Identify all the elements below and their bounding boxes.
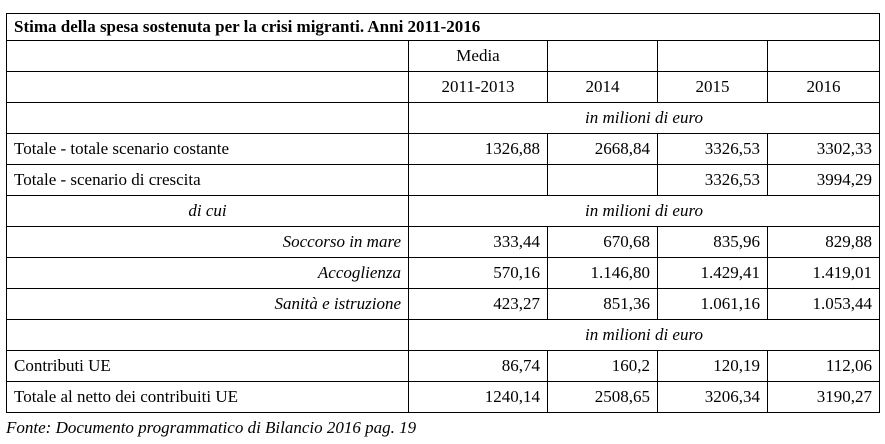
header-col-2016: 2016 <box>768 72 880 103</box>
table-title: Stima della spesa sostenuta per la crisi migranti. Anni 2011-2016 <box>7 14 880 41</box>
header-col-2015: 2015 <box>658 72 768 103</box>
value-cell: 112,06 <box>768 351 880 382</box>
value-cell: 670,68 <box>548 227 658 258</box>
row-label: Totale - totale scenario costante <box>7 134 409 165</box>
value-cell: 1240,14 <box>409 382 548 413</box>
header-empty-cell <box>658 41 768 72</box>
unit-label: in milioni di euro <box>409 103 880 134</box>
table-row <box>7 258 880 289</box>
value-cell: 1.419,01 <box>768 258 880 289</box>
title-row <box>7 14 880 41</box>
header-col-2011-2013: 2011-2013 <box>409 72 548 103</box>
table-row <box>7 382 880 413</box>
row-label: Totale - scenario di crescita <box>7 165 409 196</box>
value-cell: 1326,88 <box>409 134 548 165</box>
value-cell: 3994,29 <box>768 165 880 196</box>
value-cell: 570,16 <box>409 258 548 289</box>
value-cell: 3206,34 <box>658 382 768 413</box>
unit-row <box>7 320 880 351</box>
value-cell: 3302,33 <box>768 134 880 165</box>
table-row <box>7 165 880 196</box>
value-cell: 3326,53 <box>658 134 768 165</box>
header-row-1 <box>7 41 880 72</box>
value-cell: 3326,53 <box>658 165 768 196</box>
header-media: Media <box>409 41 548 72</box>
empty-cell <box>7 320 409 351</box>
value-cell: 160,2 <box>548 351 658 382</box>
value-cell: 1.146,80 <box>548 258 658 289</box>
unit-row <box>7 103 880 134</box>
header-empty-cell <box>548 41 658 72</box>
value-cell: 2668,84 <box>548 134 658 165</box>
value-cell: 829,88 <box>768 227 880 258</box>
dicui-label: di cui <box>7 196 409 227</box>
value-cell: 1.061,16 <box>658 289 768 320</box>
value-cell <box>548 165 658 196</box>
row-label: Soccorso in mare <box>7 227 409 258</box>
value-cell: 120,19 <box>658 351 768 382</box>
header-empty-cell <box>768 41 880 72</box>
header-col-2014: 2014 <box>548 72 658 103</box>
table-row <box>7 134 880 165</box>
value-cell <box>409 165 548 196</box>
value-cell: 851,36 <box>548 289 658 320</box>
header-empty-cell <box>7 72 409 103</box>
row-label: Contributi UE <box>7 351 409 382</box>
header-empty-cell <box>7 41 409 72</box>
table-row <box>7 289 880 320</box>
source-note: Fonte: Documento programmatico di Bilancio 2016 pag. 19 <box>6 418 417 437</box>
spending-table <box>6 13 880 413</box>
unit-label: in milioni di euro <box>409 196 880 227</box>
value-cell: 1.053,44 <box>768 289 880 320</box>
row-label: Accoglienza <box>7 258 409 289</box>
value-cell: 835,96 <box>658 227 768 258</box>
value-cell: 423,27 <box>409 289 548 320</box>
value-cell: 2508,65 <box>548 382 658 413</box>
unit-label: in milioni di euro <box>409 320 880 351</box>
header-row-2 <box>7 72 880 103</box>
value-cell: 3190,27 <box>768 382 880 413</box>
table-row <box>7 227 880 258</box>
value-cell: 333,44 <box>409 227 548 258</box>
value-cell: 1.429,41 <box>658 258 768 289</box>
row-label: Sanità e istruzione <box>7 289 409 320</box>
dicui-row <box>7 196 880 227</box>
value-cell: 86,74 <box>409 351 548 382</box>
table-row <box>7 351 880 382</box>
row-label: Totale al netto dei contribuiti UE <box>7 382 409 413</box>
empty-cell <box>7 103 409 134</box>
